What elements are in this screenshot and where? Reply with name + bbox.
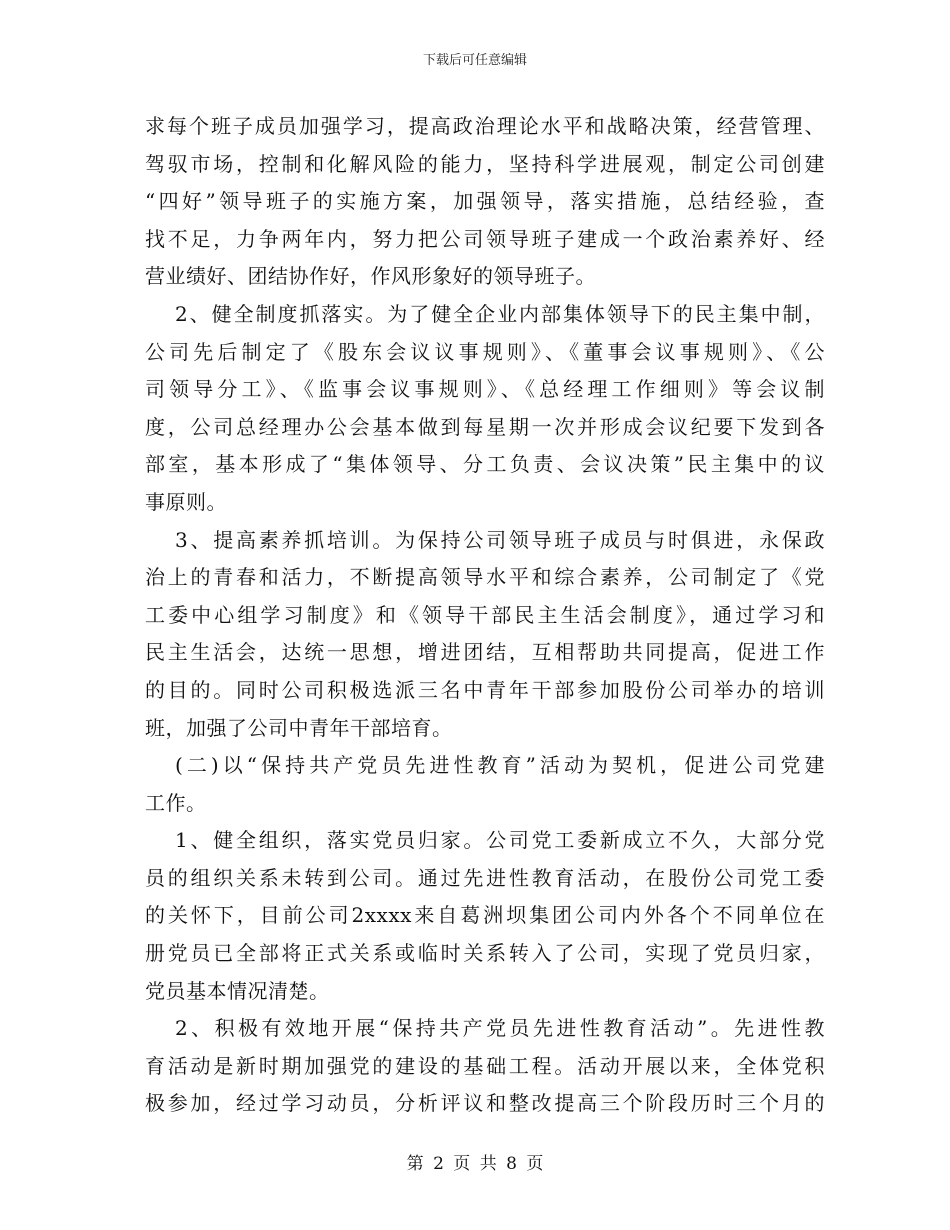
text-line: 班，加强了公司中青年干部培育。	[145, 715, 453, 740]
text-line: 司领导分工》、《监事会议事规则》、《总经理工作细则》等会议制	[145, 377, 825, 402]
text-line: 部室，基本形成了“集体领导、分工负责、会议决策”民主集中的议	[145, 452, 825, 477]
text-line: 育活动是新时期加强党的建设的基础工程。活动开展以来，全体党积	[145, 1053, 825, 1078]
text-line: 治上的青春和活力，不断提高领导水平和综合素养，公司制定了《党	[145, 565, 825, 590]
text-line: (二)以“保持共产党员先进性教育”活动为契机，促进公司党建	[175, 753, 825, 778]
text-line: 3、提高素养抓培训。为保持公司领导班子成员与时俱进，永保政	[175, 527, 825, 552]
text-line: 2、积极有效地开展“保持共产党员先进性教育活动”。先进性教	[175, 1016, 825, 1041]
page-header: 下载后可任意编辑	[422, 53, 527, 68]
page-number-footer: 第 2 页 共 8 页	[406, 1154, 544, 1174]
text-line: 的关怀下，目前公司2xxxx来自葛洲坝集团公司内外各个不同单位在	[145, 903, 825, 928]
text-line: 1、健全组织，落实党员归家。公司党工委新成立不久，大部分党	[175, 828, 825, 853]
text-line: 党员基本情况清楚。	[145, 978, 330, 1003]
text-line: “四好”领导班子的实施方案，加强领导，落实措施，总结经验，查	[145, 189, 825, 214]
text-line: 的目的。同时公司积极选派三名中青年干部参加股份公司举办的培训	[145, 677, 825, 702]
text-line: 事原则。	[145, 489, 227, 514]
text-line: 驾驭市场，控制和化解风险的能力，坚持科学进展观，制定公司创建	[145, 151, 825, 176]
text-line: 极参加，经过学习动员，分析评议和整改提高三个阶段历时三个月的	[145, 1091, 825, 1116]
text-line: 2、健全制度抓落实。为了健全企业内部集体领导下的民主集中制，	[175, 301, 825, 326]
text-line: 工委中心组学习制度》和《领导干部民主生活会制度》，通过学习和	[145, 602, 825, 627]
text-line: 册党员已全部将正式关系或临时关系转入了公司，实现了党员归家，	[145, 941, 825, 966]
text-line: 度，公司总经理办公会基本做到每星期一次并形成会议纪要下发到各	[145, 414, 825, 439]
text-line: 求每个班子成员加强学习，提高政治理论水平和战略决策，经营管理、	[145, 114, 825, 138]
text-line: 找不足，力争两年内，努力把公司领导班子建成一个政治素养好、经	[145, 226, 825, 251]
text-line: 工作。	[145, 790, 207, 815]
text-line: 民主生活会，达统一思想，增进团结，互相帮助共同提高，促进工作	[145, 640, 825, 665]
text-line: 公司先后制定了《股东会议议事规则》、《董事会议事规则》、《公	[145, 339, 825, 364]
text-line: 营业绩好、团结协作好，作风形象好的领导班子。	[145, 264, 596, 289]
document-body	[145, 108, 825, 1123]
text-line: 员的组织关系未转到公司。通过先进性教育活动，在股份公司党工委	[145, 865, 825, 890]
